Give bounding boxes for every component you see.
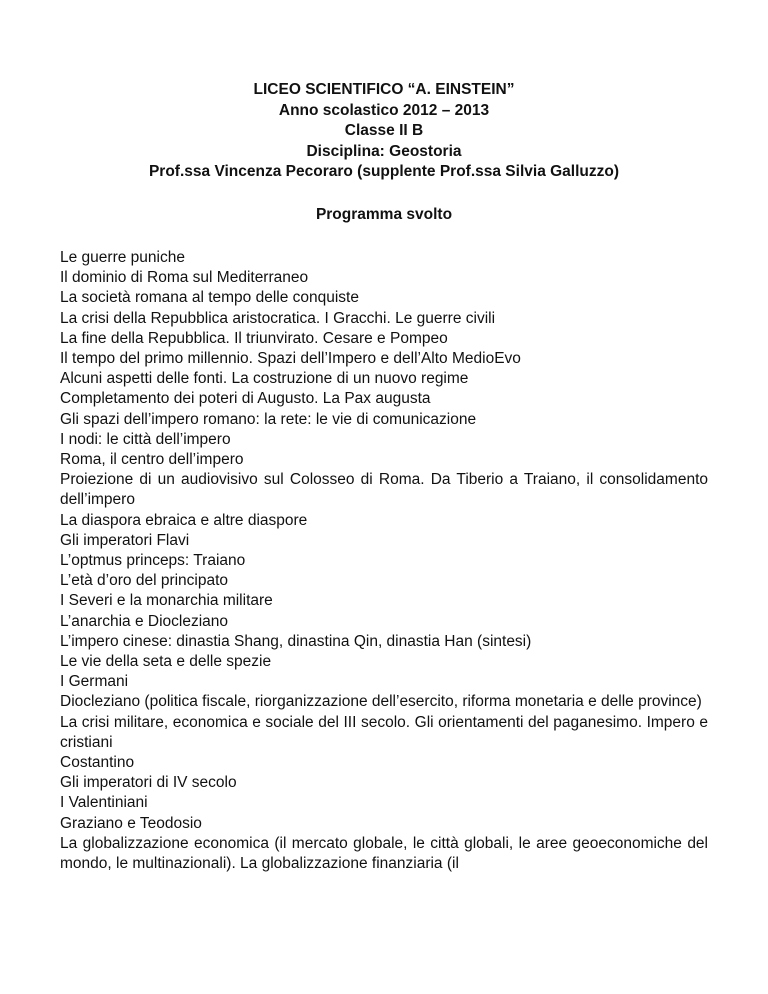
teacher-label: Prof.ssa Vincenza Pecoraro (supplente Prof.ssa Silvia Galluzzo) bbox=[148, 163, 620, 180]
topic-item: I Severi e la monarchia militare bbox=[60, 592, 273, 610]
topic-item: Proiezione di un audiovisivo sul Colosseo di Roma. Da Tiberio a Traiano, il consolidamento dell’impero bbox=[60, 471, 708, 509]
topic-item: Le vie della seta e delle spezie bbox=[60, 653, 272, 671]
topic-item: Completamento dei poteri di Augusto. La Pax augusta bbox=[60, 390, 431, 408]
document-header bbox=[60, 80, 708, 183]
school-name: LICEO SCIENTIFICO “A. EINSTEIN” bbox=[253, 81, 515, 98]
topic-item: La globalizzazione economica (il mercato globale, le città globali, le aree geoeconomiche del mondo, le multinazionali). La globalizzazione finanziaria (il bbox=[60, 834, 708, 873]
school-year: Anno scolastico 2012 – 2013 bbox=[278, 101, 490, 119]
topic-item: L’impero cinese: dinastia Shang, dinastina Qin, dinastia Han (sintesi) bbox=[60, 632, 532, 650]
subject-label: Disciplina: Geostoria bbox=[306, 142, 462, 160]
topic-item: Gli imperatori di IV secolo bbox=[60, 774, 237, 792]
topic-item: I Valentiniani bbox=[60, 794, 148, 812]
topic-item: Gli imperatori Flavi bbox=[60, 531, 190, 549]
topic-item: La fine della Repubblica. Il triunvirato. Cesare e Pompeo bbox=[60, 329, 448, 347]
document-subtitle: Programma svolto bbox=[315, 206, 453, 223]
topic-item: I Germani bbox=[60, 673, 129, 691]
topic-item: L’anarchia e Diocleziano bbox=[60, 612, 229, 630]
topic-item: Costantino bbox=[60, 754, 135, 772]
topic-item: Graziano e Teodosio bbox=[60, 814, 202, 832]
topic-item: L’età d’oro del principato bbox=[60, 572, 229, 590]
topic-item: Il tempo del primo millennio. Spazi dell’Impero e dell’Alto MedioEvo bbox=[60, 350, 521, 368]
topic-item: I nodi: le città dell’impero bbox=[60, 430, 231, 448]
topic-item: L’optmus princeps: Traiano bbox=[60, 552, 246, 570]
class-label: Classe II B bbox=[344, 122, 424, 139]
topic-item: Le guerre puniche bbox=[60, 249, 185, 266]
topic-item: La diaspora ebraica e altre diaspore bbox=[60, 511, 308, 529]
topic-item: Roma, il centro dell’impero bbox=[60, 451, 244, 469]
topic-item: Alcuni aspetti delle fonti. La costruzione di un nuovo regime bbox=[60, 370, 469, 388]
topic-item: Diocleziano (politica fiscale, riorganizzazione dell’esercito, riforma monetaria e delle province) bbox=[60, 693, 702, 711]
topic-item: La crisi della Repubblica aristocratica. I Gracchi. Le guerre civili bbox=[60, 309, 496, 327]
topic-item: La società romana al tempo delle conquiste bbox=[60, 289, 359, 307]
topic-item: La crisi militare, economica e sociale del III secolo. Gli orientamenti del paganesimo. Impero e cristiani bbox=[60, 713, 708, 751]
topic-item: Il dominio di Roma sul Mediterraneo bbox=[60, 269, 309, 287]
topic-list bbox=[60, 248, 708, 874]
topic-item: Gli spazi dell’impero romano: la rete: le vie di comunicazione bbox=[60, 410, 477, 428]
